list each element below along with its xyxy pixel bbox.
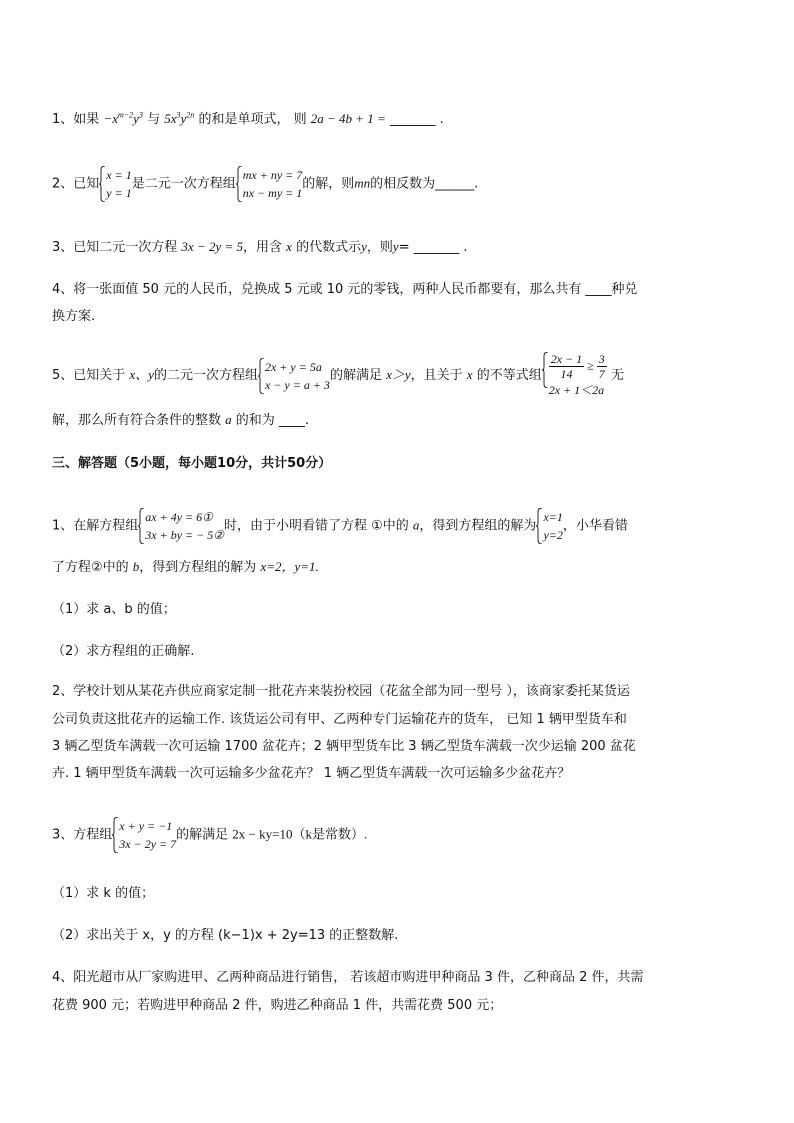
q1-expression: 2a − 4b + 1 = (310, 111, 386, 126)
q5-fraction-rhs: $\frac{3}{7}$ (598, 352, 605, 381)
question-2: 2、已知 x = 1 y = 1 是二元一次方程组 mx + ny = 7 nx − my = 1 的解，则mn的相反数为______. (52, 168, 479, 200)
problem-3-sub-1: （1）求 k 的值； (52, 886, 155, 901)
q1-term2: $5x^3y^{2n}$ (164, 110, 195, 126)
p1-equation-system: ax + 4y = 6① 3x + by = − 5② (138, 508, 224, 544)
q5-fraction-lhs: $\frac{2x - 1}{14}$ (550, 352, 583, 381)
question-4-line-1: 4、将一张面值 50 元的人民币，兑换成 5 元或 10 元的零钱，两种人民币都要有，那么共有 ____种兑 (52, 282, 638, 297)
problem-4-line-2: 花费 900 元；若购进甲种商品 2 件，购进乙种商品 1 件，共需花费 500 元； (52, 998, 503, 1013)
problem-2-line-2: 公司负责这批花卉的运输工作. 该货运公司有甲、乙两种专门运输花卉的货车， 已知 1 辆甲型货车和 (52, 712, 627, 727)
problem-1-sub-2: （2）求方程组的正确解. (52, 644, 195, 659)
left-brace-icon (99, 166, 105, 202)
question-5: 5、已知关于 x、y的二元一次方程组 2x + y = 5a x − y = a + 3 的解满足 x＞y，且关于 x 的不等式组 $\frac{2x - 1}{14}$ ≥ $\frac{3}{7}$ 2x + 1＜2a 无 (52, 352, 624, 397)
left-brace-icon (138, 508, 144, 544)
problem-4-line-1: 4、阳光超市从厂家购进甲、乙两种商品进行销售， 若该超市购进甲种商品 3 件，乙种商品 2 件，共需 (52, 970, 644, 985)
question-1: 1、如果 $-x^{m-2}y^3$ 与 $5x^3y^{2n}$ 的和是单项式， 则 2a − 4b + 1 = _______ . (52, 110, 444, 127)
p1-solution-system: x=1 y=2 (536, 508, 562, 544)
p3-equation-system: x + y = −1 3x − 2y = 7 (112, 817, 176, 853)
section-heading: 三、解答题（5小题，每小题10分，共计50分） (52, 456, 332, 471)
left-brace-icon (236, 166, 242, 202)
problem-1-sub-1: （1）求 a、b 的值； (52, 602, 176, 617)
problem-2-line-3: 3 辆乙型货车满载一次可运输 1700 盆花卉；2 辆甲型货车比 3 辆乙型货车满载一次少运输 200 盆花 (52, 739, 636, 754)
left-brace-icon (536, 508, 542, 544)
q2-solution-system: x = 1 y = 1 (99, 166, 131, 202)
question-3: 3、已知二元一次方程 3x − 2y = 5，用含 x 的代数式示y，则y= _______ . (52, 239, 468, 255)
problem-1: 1、在解方程组 ax + 4y = 6① 3x + by = − 5② 时，由于小明看错了方程 ①中的 a，得到方程组的解为 x=1 y=2 ，小华看错 (52, 510, 628, 542)
q5-inequality-system: $\frac{2x - 1}{14}$ ≥ $\frac{3}{7}$ 2x + 1＜2a (542, 352, 607, 399)
q1-term1: $-x^{m-2}y^3$ (103, 110, 143, 126)
q1-blank: _______ . (389, 112, 444, 127)
problem-2-line-1: 2、学校计划从某花卉供应商家定制一批花卉来装扮校园（花盆全部为同一型号 ），该商家委托某货运 (52, 684, 630, 699)
q1-label: 1、如果 (52, 112, 100, 127)
left-brace-icon (542, 352, 548, 388)
problem-3: 3、方程组 x + y = −1 3x − 2y = 7 的解满足 2x − ky=10（k是常数）. (52, 819, 368, 851)
left-brace-icon (112, 817, 118, 853)
question-4-line-2: 换方案. (52, 309, 96, 324)
q3-equation: 3x − 2y = 5 (181, 239, 244, 254)
question-5-line-2: 解，那么所有符合条件的整数 a 的和为 ____. (52, 412, 310, 428)
problem-3-sub-2: （2）求出关于 x，y 的方程 (k−1)x + 2y=13 的正整数解. (52, 928, 399, 943)
problem-1-line-2: 了方程②中的 b，得到方程组的解为 x=2，y=1. (52, 559, 319, 575)
left-brace-icon (258, 358, 264, 394)
problem-2-line-4: 卉. 1 辆甲型货车满载一次可运输多少盆花卉？ 1 辆乙型货车满载一次可运输多少盆花卉？ (52, 766, 571, 781)
q5-equation-system: 2x + y = 5a x − y = a + 3 (258, 358, 330, 394)
q2-equation-system: mx + ny = 7 nx − my = 1 (236, 166, 303, 202)
